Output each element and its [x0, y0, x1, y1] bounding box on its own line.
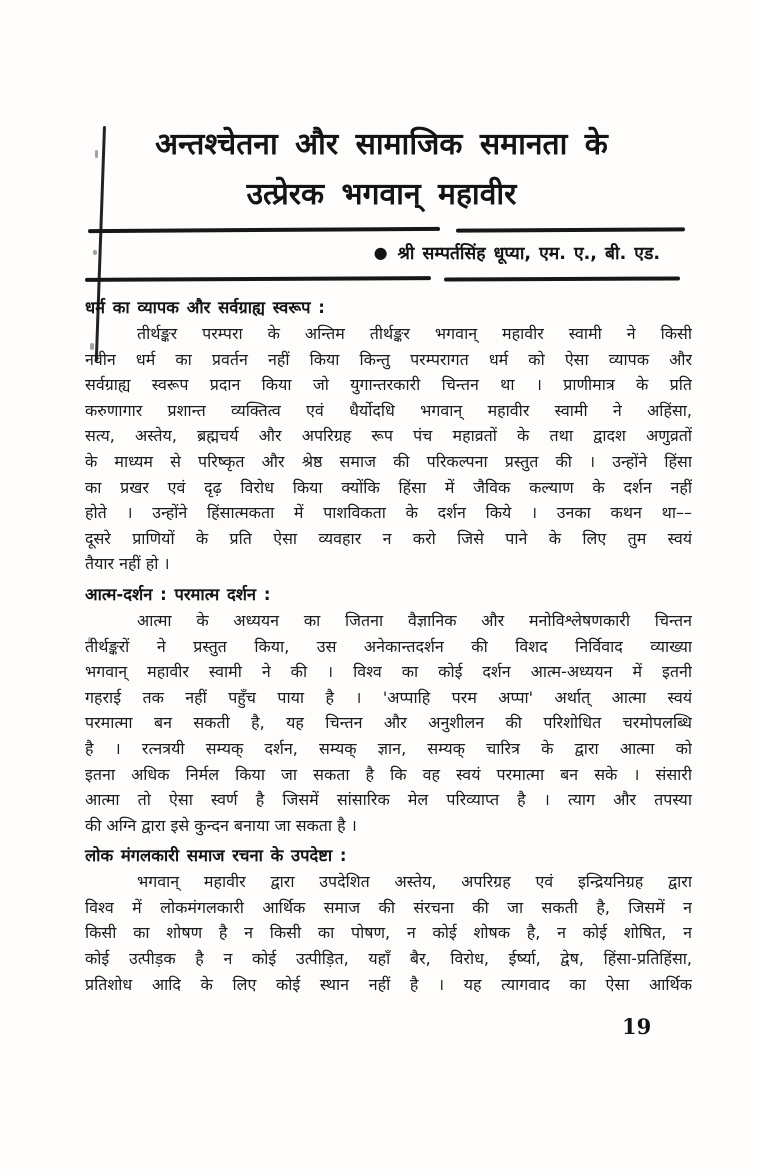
paragraph [85, 321, 692, 577]
article-body [85, 295, 692, 997]
text-line: आत्मा तो ऐसा स्वर्ण है जिसमें सांसारिक मेल परिव्याप्त है । त्याग और तपस्या [85, 790, 692, 810]
rule-segment [88, 227, 440, 233]
section-heading: आत्म-दर्शन : परमात्म दर्शन : [85, 584, 271, 604]
text-line: करुणागार प्रशान्त व्यक्तित्व एवं धैर्योदधि भगवान् महावीर स्वामी ने अहिंसा, [85, 400, 692, 420]
text-line: कोई उत्पीड़क है न कोई उत्पीड़ित, यहाँ बैर, विरोध, ईर्ष्या, द्वेष, हिंसा-प्रतिहिंसा, [85, 949, 692, 969]
text-line: भगवान् महावीर द्वारा उपदेशित अस्तेय, अपरिग्रह एवं इन्द्रियनिग्रह द्वारा [137, 872, 692, 892]
text-line: भगवान् महावीर स्वामी ने की । विश्व का कोई दर्शन आत्म-अध्ययन में इतनी [85, 662, 692, 682]
paragraph [85, 869, 692, 997]
divider-rule-bottom [85, 277, 692, 282]
page-number: 19 [622, 1014, 652, 1039]
text-line: नवीन धर्म का प्रवर्तन नहीं किया किन्तु परम्परागत धर्म को ऐसा व्यापक और [85, 349, 692, 369]
text-line: गहराई तक नहीं पहुँच पाया है । 'अप्पाहि परम अप्पा' अर्थात् आत्मा स्वयं [85, 687, 692, 707]
text-line: तैयार नहीं हो । [85, 554, 170, 574]
text-line: तीर्थङ्कर परम्परा के अन्तिम तीर्थङ्कर भगवान् महावीर स्वामी ने किसी [137, 324, 692, 343]
text-line: के माध्यम से परिष्कृत और श्रेष्ठ समाज की परिकल्पना प्रस्तुत की । उन्होंने हिंसा [85, 451, 692, 471]
rule-segment [85, 276, 431, 281]
text-line: दूसरे प्राणियों के प्रति ऐसा व्यवहार न करो जिसे पाने के लिए तुम स्वयं [85, 528, 692, 548]
author-name: श्री सम्पर्तसिंह धूप्या, एम. ए., बी. एड. [397, 244, 660, 264]
section-heading: धर्म का व्यापक और सर्वग्राह्य स्वरूप : [85, 298, 325, 317]
text-line: आत्मा के अध्ययन का जितना वैज्ञानिक और मनोविश्लेषणकारी चिन्तन [137, 610, 692, 630]
text-line: किसी का शोषण है न किसी का पोषण, न कोई शोषक है, न कोई शोषित, न [85, 923, 692, 943]
text-line: सर्वग्राह्य स्वरूप प्रदान किया जो युगान्तरकारी चिन्तन था । प्राणीमात्र के प्रति [85, 375, 692, 395]
article-section [85, 582, 692, 838]
bullet-icon: ● [373, 243, 388, 262]
text-line: सत्य, अस्तेय, ब्रह्मचर्य और अपरिग्रह रूप पंच महाव्रतों के तथा द्वादश अणुव्रतों [85, 426, 692, 446]
rule-segment [456, 227, 685, 232]
text-line: विश्व में लोकमंगलकारी आर्थिक समाज की संरचना की जा सकती है, जिसमें न [85, 897, 692, 917]
paragraph [85, 608, 692, 838]
article-section [85, 295, 692, 577]
divider-rule-top [85, 228, 692, 233]
article-section [85, 843, 692, 997]
text-line: होते । उन्होंने हिंसात्मकता में पाशविकता के दर्शन किये । उनका कथन था–– [85, 503, 692, 523]
text-line: इतना अधिक निर्मल किया जा सकता है कि वह स्वयं परमात्मा बन सके । संसारी [85, 764, 692, 784]
text-line: है । रत्नत्रयी सम्यक् दर्शन, सम्यक् ज्ञान, सम्यक् चारित्र के द्वारा आत्मा को [85, 738, 692, 758]
title-line-1: अन्तश्चेतना और सामाजिक समानता के [155, 127, 608, 162]
text-line: की अग्नि द्वारा इसे कुन्दन बनाया जा सकता है । [85, 815, 357, 835]
author-byline [85, 242, 692, 266]
article-title [85, 120, 692, 220]
title-line-2: उत्प्रेरक भगवान् महावीर [246, 177, 517, 212]
section-heading: लोक मंगलकारी समाज रचना के उपदेष्टा : [85, 846, 347, 866]
text-line: तीर्थङ्करों ने प्रस्तुत किया, उस अनेकान्तदर्शन की विशद निर्विवाद व्याख्या [85, 636, 692, 656]
page-content [85, 120, 692, 997]
text-line: का प्रखर एवं दृढ़ विरोध किया क्योंकि हिंसा में जैविक कल्याण के दर्शन नहीं [85, 477, 692, 497]
rule-segment [444, 276, 680, 281]
text-line: परमात्मा बन सकती है, यह चिन्तन और अनुशीलन की परिशोधित चरमोपलब्धि [85, 713, 692, 733]
text-line: प्रतिशोध आदि के लिए कोई स्थान नहीं है । यह त्यागवाद का ऐसा आर्थिक [85, 974, 692, 994]
